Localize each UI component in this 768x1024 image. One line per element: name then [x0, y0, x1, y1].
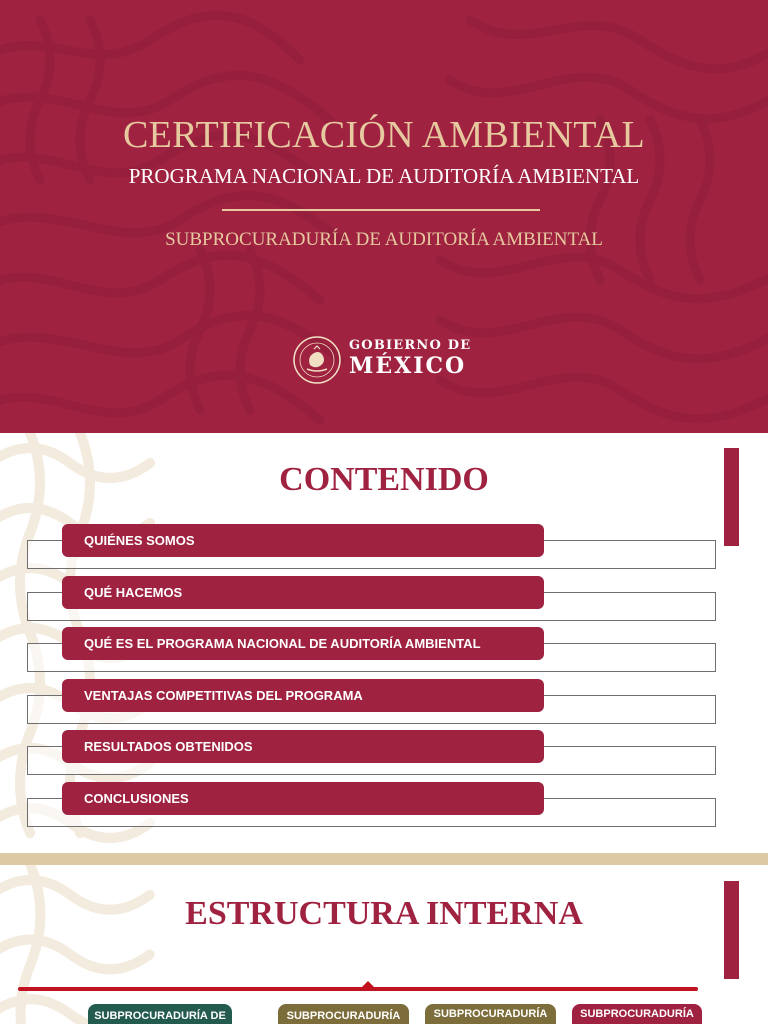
org-unit-box[interactable]: SUBPROCURADURÍA — [278, 1004, 409, 1024]
cover-slide — [0, 0, 768, 433]
cover-agency: SUBPROCURADURÍA DE AUDITORÍA AMBIENTAL — [165, 229, 603, 250]
background-pattern — [0, 865, 210, 1024]
cover-subtitle: PROGRAMA NACIONAL DE AUDITORÍA AMBIENTAL — [128, 164, 640, 188]
contents-item — [0, 524, 768, 574]
contents-slide — [0, 433, 768, 853]
slide-separator — [0, 853, 768, 865]
contents-title: CONTENIDO — [279, 461, 489, 498]
national-seal-icon — [292, 335, 342, 385]
contents-item-programa[interactable]: QUÉ ES EL PROGRAMA NACIONAL DE AUDITORÍA AMBIENTAL — [62, 627, 544, 660]
cover-title: CERTIFICACIÓN AMBIENTAL — [123, 114, 645, 156]
logo-text-line1: GOBIERNO DE — [349, 338, 472, 353]
logo-text-line2: MÉXICO — [349, 353, 467, 379]
contents-item-resultados[interactable]: RESULTADOS OBTENIDOS — [62, 730, 544, 763]
contents-item-quienes-somos[interactable]: QUIÉNES SOMOS — [62, 524, 544, 557]
contents-item — [0, 730, 768, 780]
cover-divider — [222, 209, 540, 211]
org-unit-box[interactable]: SUBPROCURADURÍA DE — [88, 1004, 232, 1024]
gobierno-de-mexico-logo — [292, 335, 482, 385]
org-unit-box[interactable]: SUBPROCURADURÍA — [425, 1004, 556, 1024]
contents-item — [0, 782, 768, 832]
contents-item — [0, 576, 768, 626]
org-unit-box[interactable]: SUBPROCURADURÍA — [572, 1004, 702, 1024]
structure-title: ESTRUCTURA INTERNA — [185, 895, 583, 932]
contents-item — [0, 679, 768, 729]
contents-item-conclusiones[interactable]: CONCLUSIONES — [62, 782, 544, 815]
structure-slide — [0, 865, 768, 1024]
contents-item-ventajas[interactable]: VENTAJAS COMPETITIVAS DEL PROGRAMA — [62, 679, 544, 712]
contents-item-que-hacemos[interactable]: QUÉ HACEMOS — [62, 576, 544, 609]
contents-item — [0, 627, 768, 677]
org-chart-connector — [18, 981, 698, 991]
